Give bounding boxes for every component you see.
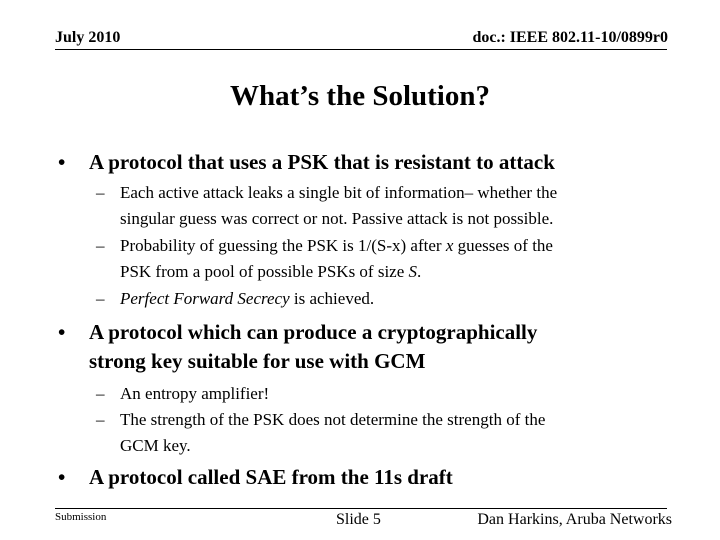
footer-slide-number: Slide 5 [336,511,381,528]
sub-bullet-2-2-line-1: The strength of the PSK does not determine the strength of the [120,410,546,429]
header-date: July 2010 [55,29,121,46]
footer-rule [55,508,667,509]
sub-bullet-2-2-line-2: GCM key. [120,436,191,455]
bullet-mark: • [58,465,66,489]
sub-bullet-1-1-line-2: singular guess was correct or not. Passive attack is not possible. [120,209,554,228]
sub-bullet-1-2-line-1: Probability of guessing the PSK is 1/(S-x) after x guesses of the [120,236,553,255]
dash-mark: – [96,183,105,202]
dash-mark: – [96,289,105,308]
bullet-2-line-2: strong key suitable for use with GCM [89,349,426,373]
dash-mark: – [96,236,105,255]
sub-bullet-1-3-text: Perfect Forward Secrecy is achieved. [120,289,375,308]
bullet-2-line-1: A protocol which can produce a cryptographically [89,320,538,344]
dash-mark: – [96,384,105,403]
footer-author: Dan Harkins, Aruba Networks [477,511,672,528]
bullet-mark: • [58,150,66,174]
footer-submission: Submission [55,511,107,523]
bullet-1-text: A protocol that uses a PSK that is resistant to attack [89,150,555,174]
sub-bullet-1-2-line-2: PSK from a pool of possible PSKs of size S. [120,262,422,281]
dash-mark: – [96,410,105,429]
sub-bullet-2-1-text: An entropy amplifier! [120,384,270,403]
sub-bullet-1-1-line-1: Each active attack leaks a single bit of information– whether the [120,183,558,202]
header-rule [55,49,667,50]
slide-title: What’s the Solution? [230,80,490,112]
variable-x: x [445,236,454,255]
header-doc-id: doc.: IEEE 802.11-10/0899r0 [472,29,668,46]
variable-s: S [408,262,418,281]
bullet-3-text: A protocol called SAE from the 11s draft [89,465,453,489]
bullet-mark: • [58,320,66,344]
